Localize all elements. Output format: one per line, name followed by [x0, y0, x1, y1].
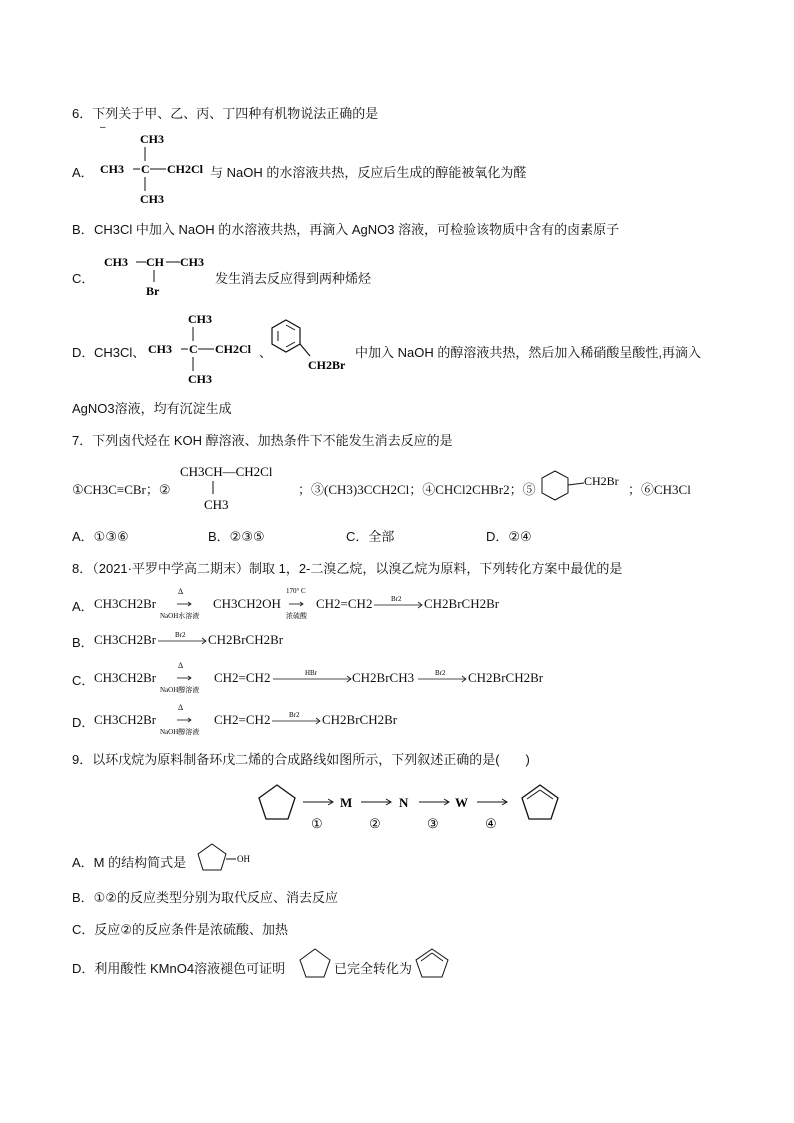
q8-c-c3: Br2 — [435, 669, 446, 677]
q8-c-arrow3 — [418, 669, 468, 685]
route-step3: ③ — [427, 816, 439, 831]
benzyl-ch2br: CH2Br — [308, 358, 346, 372]
q8-d-c1top: Δ — [178, 703, 184, 712]
cyclopentanol-ring-icon — [198, 844, 226, 870]
q6a-structure — [100, 128, 210, 208]
q8-d-reactant: CH3CH2Br — [94, 712, 157, 727]
q8-a-p2: CH2=CH2 — [316, 596, 373, 611]
q7-middle: ；③(CH3)3CCH2Cl；④CHCl2CHBr2；⑤ — [298, 482, 536, 497]
q8-a-c1bot: NaOH水溶液 — [160, 612, 200, 620]
q6-option-d-prefix: CH3Cl、 — [94, 345, 146, 360]
q6c-bottom: Br — [146, 284, 160, 298]
q9-option-a: A．M 的结构简式是 — [72, 855, 187, 870]
q8-d-arrow1 — [158, 701, 214, 741]
q6d-top: CH3 — [188, 312, 212, 326]
route-n: N — [399, 795, 409, 810]
q8-c-reactant: CH3CH2Br — [94, 670, 157, 685]
q9-option-b: B．①②的反应类型分别为取代反应、消去反应 — [72, 890, 338, 905]
q6d-structure — [148, 308, 258, 388]
q6d-bottom: CH3 — [188, 372, 212, 386]
q8-c-label: C． — [72, 673, 95, 688]
q9d-cyclopentadiene-icon — [414, 947, 454, 981]
q7-item5-structure — [540, 468, 630, 506]
q7-stem: 7．下列卤代烃在 KOH 醇溶液、加热条件下不能发生消去反应的是 — [72, 433, 453, 448]
q8-c-c1bot: NaOH醇溶液 — [160, 686, 200, 694]
q8-b-arrow1 — [158, 631, 208, 647]
q8-b-label: B． — [72, 635, 94, 650]
q6-option-b-label: B． — [72, 222, 94, 237]
q7-item2-structure — [180, 462, 295, 514]
q7-item5-sub: CH2Br — [584, 474, 619, 488]
q8-d-c2: Br2 — [289, 711, 300, 719]
q8-a-c3: Br2 — [391, 595, 402, 603]
q6-option-d-sep: 、 — [259, 345, 273, 360]
q6a-top: CH3 — [140, 132, 164, 146]
q8-stem: 8．（2021·平罗中学高二期末）制取 1，2-二溴乙烷，以溴乙烷为原料，下列转化方案中最优的是 — [72, 561, 623, 576]
q8-a-p1: CH3CH2OH — [213, 596, 281, 611]
q8-a-c2bot: 浓硫酸 — [286, 612, 307, 620]
q8-a-c1top: Δ — [178, 587, 184, 596]
q8-a-c2top: 170° C — [286, 587, 306, 595]
q7-option-d: D．②④ — [486, 529, 532, 544]
q6-option-d-text2: AgNO3溶液，均有沉淀生成 — [72, 401, 232, 416]
q6-stem: 6．下列关于甲、乙、丙、丁四种有机物说法正确的是 — [72, 106, 379, 121]
q6a-bottom: CH3 — [140, 192, 164, 206]
q6-option-c-text: 发生消去反应得到两种烯烃 — [215, 271, 372, 286]
q8-a-reactant: CH3CH2Br — [94, 596, 157, 611]
q9-synthesis-route — [255, 782, 565, 832]
q9a-cyclopentanol-structure — [196, 842, 266, 878]
q6-option-d-text: 中加入 NaOH 的醇溶液共热，然后加入稀硝酸呈酸性,再滴入 — [355, 345, 701, 360]
q8-a-p3: CH2BrCH2Br — [424, 596, 500, 611]
route-step2: ② — [369, 816, 381, 831]
q8-c-p2: CH2BrCH3 — [352, 670, 415, 685]
q6d-left: CH3 — [148, 342, 172, 356]
q8-b-reactant: CH3CH2Br — [94, 632, 157, 647]
q8-d-arrow2 — [272, 711, 322, 727]
route-m: M — [340, 795, 353, 810]
q8-c-c1top: Δ — [178, 661, 184, 670]
q8-d-p1: CH2=CH2 — [214, 712, 271, 727]
q8-c-p3: CH2BrCH2Br — [468, 670, 544, 685]
q7-end: ；⑥CH3Cl — [628, 482, 691, 497]
q6a-c: C — [141, 162, 150, 176]
q8-c-arrow2 — [273, 669, 353, 685]
q7-item2-main: CH3CH—CH2Cl — [180, 464, 273, 479]
q6a-left: CH3 — [100, 162, 124, 176]
q7-option-a: A．①③⑥ — [72, 529, 129, 544]
q6-option-a-label: A． — [72, 165, 94, 180]
route-w: W — [455, 795, 468, 810]
q6d-right: CH2Cl — [215, 342, 251, 356]
q6-option-b-text: CH3Cl 中加入 NaOH 的水溶液共热，再滴入 AgNO3 溶液，可检验该物质中含有的卤素原子 — [94, 222, 620, 237]
q8-a-label: A． — [72, 599, 94, 614]
q8-c-c2: HBr — [305, 669, 318, 677]
q8-a-arrow2 — [283, 585, 319, 625]
q6-option-c-label: C． — [72, 271, 95, 286]
q9-option-c: C．反应②的反应条件是浓硫酸、加热 — [72, 922, 289, 937]
q8-c-p1: CH2=CH2 — [214, 670, 271, 685]
q8-b-c1: Br2 — [175, 631, 186, 639]
q7-option-b: B．②③⑤ — [208, 529, 265, 544]
q9-option-d-text1: D．利用酸性 KMnO4溶液褪色可证明 — [72, 961, 286, 976]
q8-d-c1bot: NaOH醇溶液 — [160, 728, 200, 736]
q9-stem: 9．以环戊烷为原料制备环戊二烯的合成路线如图所示，下列叙述正确的是( ) — [72, 752, 530, 767]
benzene-ring-icon — [272, 320, 300, 352]
q8-a-arrow3 — [374, 595, 424, 611]
q9-option-d-text2: 已完全转化为 — [334, 961, 413, 976]
q7-option-c: C．全部 — [346, 529, 395, 544]
route-step1: ① — [311, 816, 323, 831]
q8-a-arrow1 — [158, 585, 214, 625]
q8-b-p1: CH2BrCH2Br — [208, 632, 284, 647]
cyclohexane-ring-icon — [542, 471, 568, 500]
q6c-structure — [104, 252, 214, 300]
q6c-right: CH3 — [180, 255, 204, 269]
q7-item2-bottom: CH3 — [204, 497, 229, 512]
q6c-mid: CH — [146, 255, 164, 269]
q7-item1: ①CH3C≡CBr；② — [72, 482, 171, 497]
q6-dash: – — [100, 122, 106, 133]
q9a-oh: OH — [237, 854, 250, 864]
benzyl-bromide-structure — [270, 318, 360, 378]
cyclopentane-icon — [259, 785, 295, 819]
q6-option-d-label: D． — [72, 345, 95, 360]
q6a-right: CH2Cl — [167, 162, 203, 176]
q9d-cyclopentane-icon — [298, 947, 334, 981]
route-step4: ④ — [485, 816, 497, 831]
q6c-left: CH3 — [104, 255, 128, 269]
q8-c-arrow1 — [158, 659, 214, 699]
q8-d-label: D． — [72, 715, 95, 730]
q8-d-p2: CH2BrCH2Br — [322, 712, 398, 727]
q6d-c: C — [189, 342, 198, 356]
q6-option-a-text: 与 NaOH 的水溶液共热，反应后生成的醇能被氧化为醛 — [210, 165, 527, 180]
